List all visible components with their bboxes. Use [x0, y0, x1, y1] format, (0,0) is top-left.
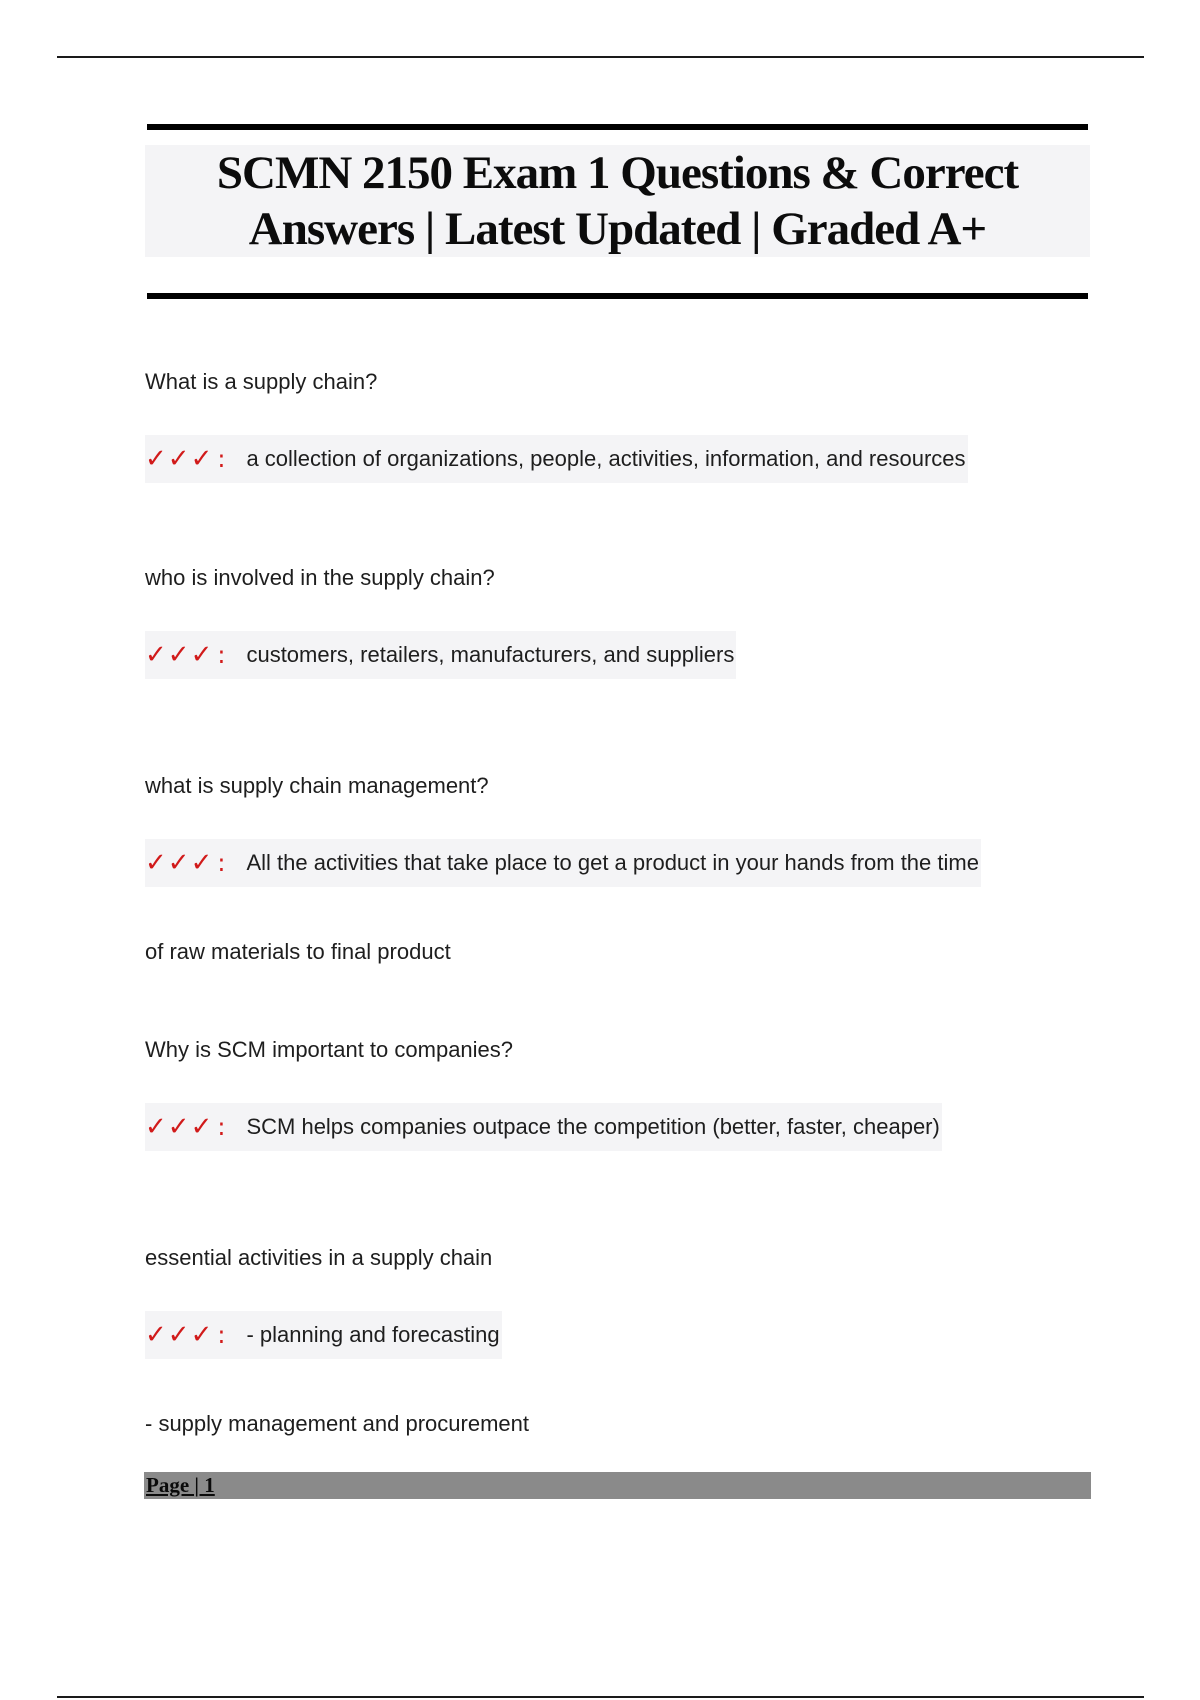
title-top-rule	[147, 124, 1088, 130]
qa-item	[145, 771, 1095, 1035]
checkmark-icon: ✓✓✓ :	[145, 640, 227, 670]
answer-row	[145, 1103, 942, 1151]
document-title: SCMN 2150 Exam 1 Questions & Correct Answers | Latest Updated | Graded A+	[216, 147, 1019, 255]
checkmark-icon: ✓✓✓ :	[145, 444, 227, 474]
qa-item	[145, 1243, 1095, 1439]
title-block	[145, 124, 1090, 299]
checkmark-icon: ✓✓✓ :	[145, 1320, 227, 1350]
answer-text: customers, retailers, manufacturers, and suppliers	[246, 642, 735, 667]
page-top-rule	[57, 56, 1144, 58]
qa-list	[145, 367, 1095, 1439]
question-text: Why is SCM important to companies?	[145, 1037, 514, 1062]
question-text: What is a supply chain?	[145, 369, 378, 394]
checkmark-icon: ✓✓✓ :	[145, 848, 227, 878]
page-number: Page | 1	[146, 1473, 215, 1497]
answer-text: a collection of organizations, people, activities, information, and resources	[246, 446, 966, 471]
answer-row	[145, 435, 968, 483]
question-text: who is involved in the supply chain?	[145, 565, 495, 590]
title-box	[145, 145, 1090, 257]
answer-text: SCM helps companies outpace the competition (better, faster, cheaper)	[246, 1114, 940, 1139]
checkmark-icon: ✓✓✓ :	[145, 1112, 227, 1142]
page-footer-bar	[144, 1472, 1091, 1499]
qa-item	[145, 1035, 1095, 1243]
question-text: what is supply chain management?	[145, 773, 489, 798]
page-bottom-rule	[57, 1696, 1144, 1698]
answer-continuation: - supply management and procurement	[145, 1411, 529, 1436]
answer-row	[145, 1311, 502, 1359]
answer-text: All the activities that take place to get a product in your hands from the time	[246, 850, 979, 875]
answer-row	[145, 839, 981, 887]
answer-continuation: of raw materials to final product	[145, 939, 451, 964]
qa-item	[145, 563, 1095, 771]
title-bottom-rule	[147, 293, 1088, 299]
question-text: essential activities in a supply chain	[145, 1245, 493, 1270]
answer-row	[145, 631, 736, 679]
answer-text: - planning and forecasting	[246, 1322, 500, 1347]
qa-item	[145, 367, 1095, 563]
